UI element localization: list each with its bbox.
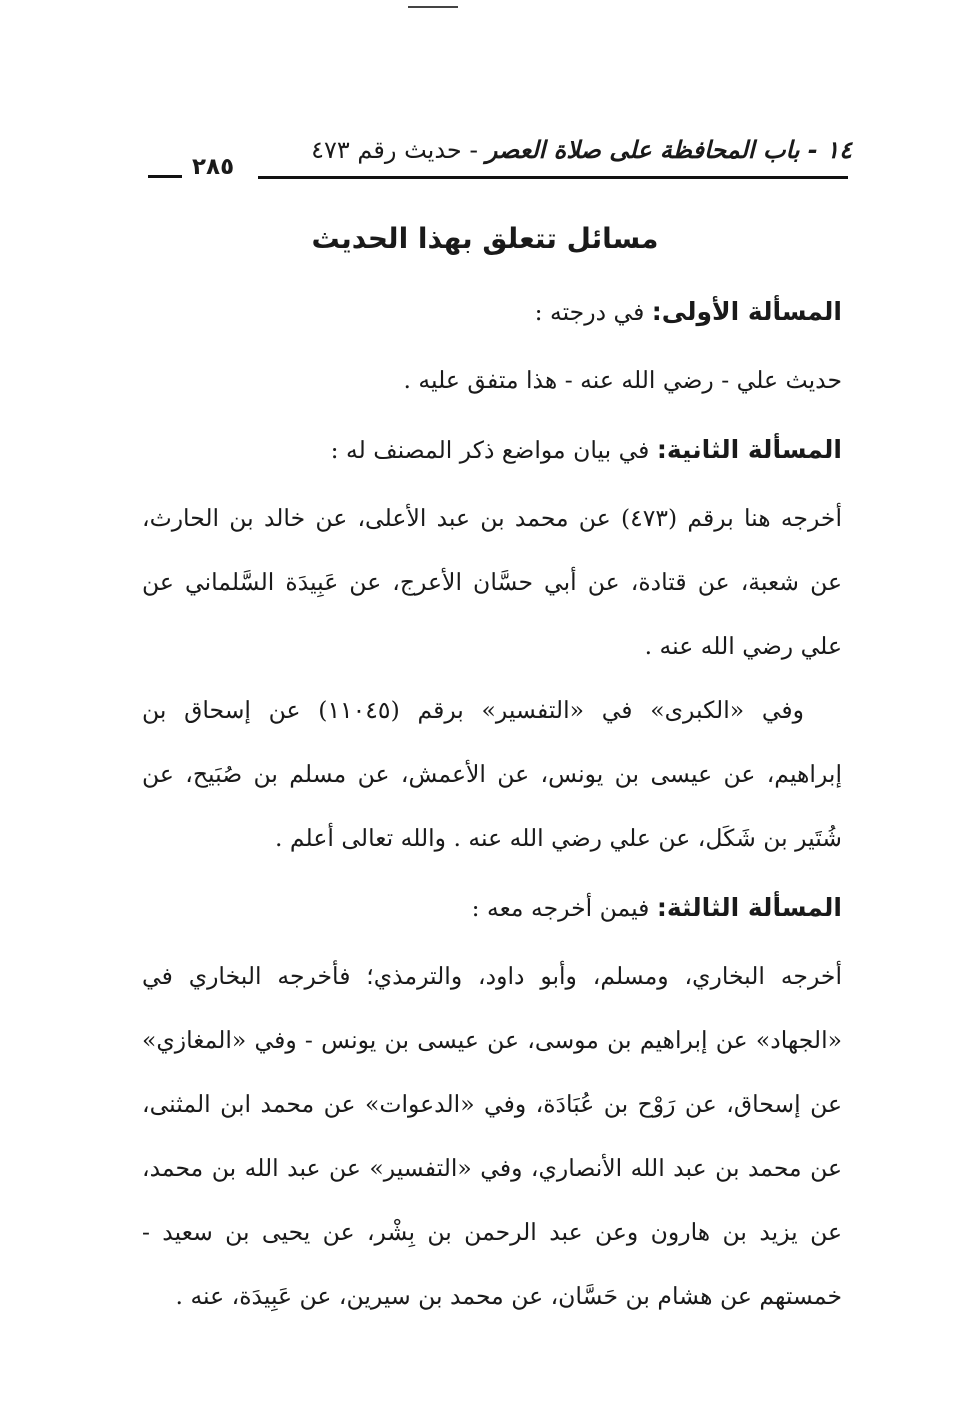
issue-second-topic: في بيان مواضع ذكر المصنف له : (330, 436, 657, 464)
issue-third-label: المسألة الثالثة: (656, 893, 842, 922)
header-rule (258, 176, 848, 179)
section-title: مسائل تتعلق بهذا الحديث (311, 222, 659, 255)
top-edge-mark (408, 6, 458, 8)
page-number-block (148, 150, 248, 184)
running-header (311, 132, 852, 168)
issue-third-paragraph: أخرجه البخاري، ومسلم، وأبو داود، والترمذي؛ فأخرجه البخاري في «الجهاد» عن إبراهيم بن موسى، عن عيسى بن يونس - وفي «المغازي» عن إسحاق، عن رَوْح بن عُبَادَة، وفي «الدعوات» عن محمد ابن المثنى، عن محمد بن عبد الله الأنصاري، وفي «التفسير» عن عبد الله بن محمد، عن يزيد بن هارون وعن عبد الرحمن بن بِشْر، عن يحيى بن سعيد - خمستهم عن هشام بن حَسَّان، عن محمد بن سيرين، عن عَبِيدَة، عنه . (142, 962, 842, 1310)
page-number-dash (148, 175, 182, 178)
issue-third-heading (142, 876, 842, 940)
issue-first-text: حديث علي - رضي الله عنه - هذا متفق عليه . (403, 366, 842, 394)
issue-second-paragraph-1: أخرجه هنا برقم (٤٧٣) عن محمد بن عبد الأعلى، عن خالد بن الحارث، عن شعبة، عن قتادة، عن أبي حسَّان الأعرج، عن عَبِيدَة السَّلماني عن علي رضي الله عنه . (142, 504, 842, 660)
issue-second-paragraph-2: وفي «الكبرى» في «التفسير» برقم (١١٠٤٥) عن إسحاق بن إبراهيم، عن عيسى بن يونس، عن الأعمش، عن مسلم بن صُبَيح، عن شُتَير بن شَكَل، عن علي رضي الله عنه . والله تعالى أعلم . (142, 696, 842, 852)
issue-second-label: المسألة الثانية: (656, 435, 842, 464)
body-text (142, 280, 842, 1328)
issue-first-label: المسألة الأولى: (651, 297, 842, 326)
issue-third-topic: فيمن أخرجه معه : (471, 894, 657, 922)
issue-first-heading (142, 280, 842, 344)
hadith-reference: - حديث رقم ٤٧٣ (311, 136, 486, 164)
chapter-title: ١٤ - باب المحافظة على صلاة العصر (485, 136, 852, 164)
issue-first-topic: في درجته : (534, 298, 652, 326)
page-number: ٢٨٥ (192, 154, 235, 180)
issue-second-heading (142, 418, 842, 482)
